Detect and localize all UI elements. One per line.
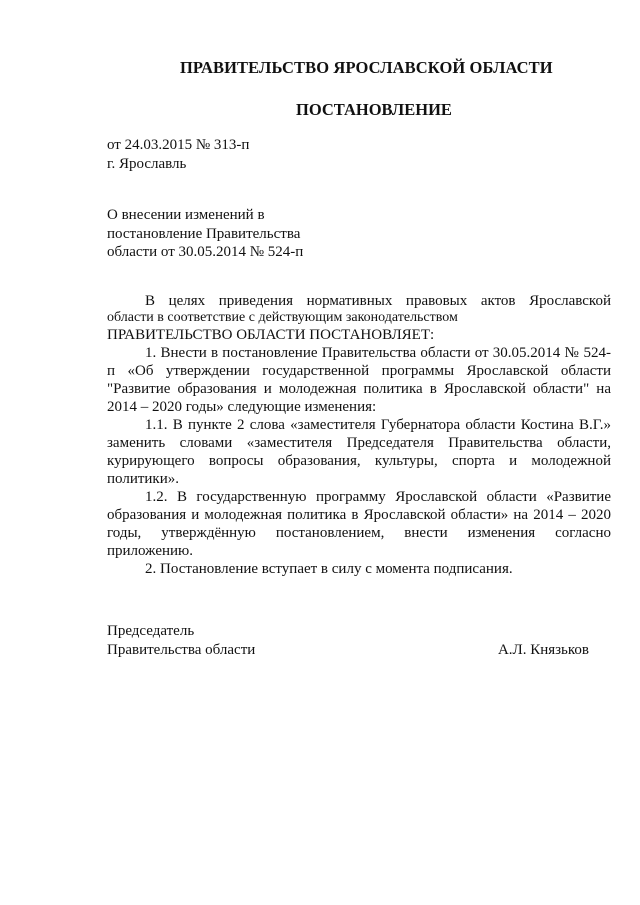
signatory-name: А.Л. Князьков xyxy=(497,641,589,658)
date-number: от 24.03.2015 № 313-п xyxy=(107,137,250,153)
signatory-title-line-2: Правительства области xyxy=(107,641,256,658)
signature-block xyxy=(107,622,589,659)
paragraph-item-2: 2. Постановление вступает в силу с момента подписания. xyxy=(145,561,513,577)
document-type-title: ПОСТАНОВЛЕНИЕ xyxy=(296,100,452,119)
subject-line-1: О внесении изменений в xyxy=(107,207,265,223)
subject-line-3: области от 30.05.2014 № 524-п xyxy=(107,244,304,260)
document-subject xyxy=(107,206,303,262)
city: г. Ярославль xyxy=(107,156,187,172)
signature-row xyxy=(107,641,589,660)
decree-line: ПРАВИТЕЛЬСТВО ОБЛАСТИ ПОСТАНОВЛЯЕТ: xyxy=(107,327,435,343)
paragraph-item-1-1: 1.1. В пункте 2 слова «заместителя Губернатора области Костина В.Г.» заменить словами «заместителя Председателя Правительства области, курирующего вопросы образования, культуры, спорта и молодежной политики». xyxy=(107,417,611,487)
intro-rest-line: области в соответствие с действующим законодательством xyxy=(107,310,458,325)
document-body xyxy=(107,292,611,578)
government-title: ПРАВИТЕЛЬСТВО ЯРОСЛАВСКОЙ ОБЛАСТИ xyxy=(180,58,553,77)
subject-line-2: постановление Правительства xyxy=(107,225,301,242)
paragraph-item-1-2: 1.2. В государственную программу Ярославской области «Развитие образования и молодежная политика в Ярославской области» на 2014 – 2020 годы, утверждённую постановлением, внести изменения согласно приложению. xyxy=(107,489,611,559)
document-meta xyxy=(107,136,249,174)
paragraph-item-1: 1. Внести в постановление Правительства области от 30.05.2014 № 524-п «Об утверждении государственной программы Ярославской области "Развитие образования и молодежная политика в Ярославской области" на 2014 – 2020 годы» следующие изменения: xyxy=(107,345,611,415)
signatory-title-line-1: Председатель xyxy=(107,623,195,639)
intro-first-line: В целях приведения нормативных правовых актов Ярославской xyxy=(145,293,611,309)
